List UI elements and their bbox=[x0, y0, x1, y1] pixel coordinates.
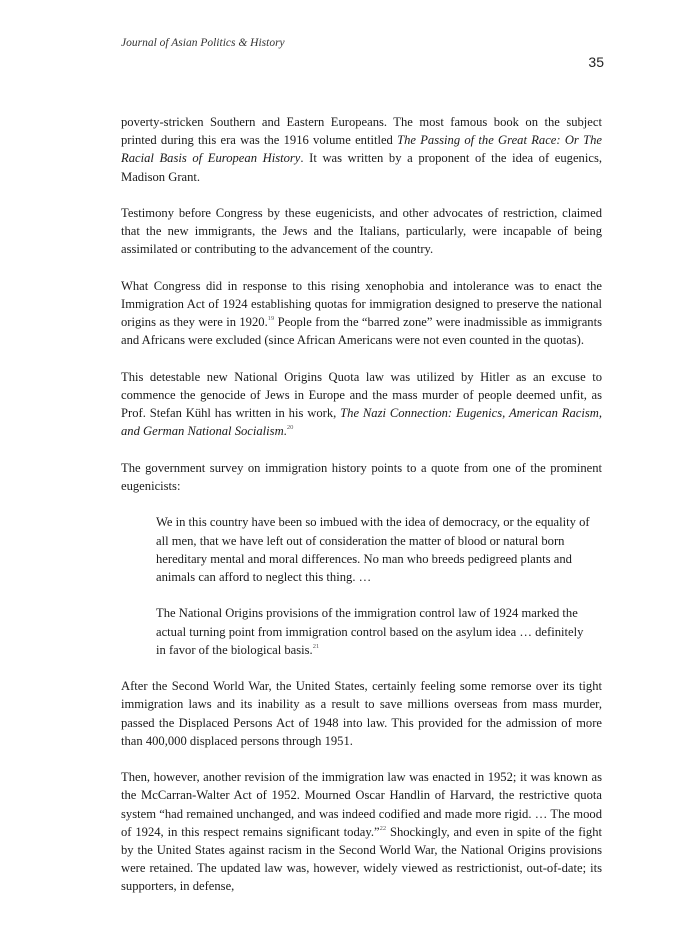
footnote-marker: 22 bbox=[379, 824, 387, 832]
paragraph-2 bbox=[121, 204, 602, 259]
footnote-marker: 20 bbox=[286, 424, 294, 432]
book-title: The Nazi Connection: Eugenics, American Racism, and German National Socialism bbox=[121, 406, 602, 439]
paragraph-1 bbox=[121, 113, 602, 186]
quote-text: We in this country have been so imbued with the idea of democracy, or the equality of all men, that we have left out of consideration the matter of blood or natural born hereditary mental and moral differences. No man who breeds pedigreed plants and animals can afford to neglect this thing. … bbox=[156, 515, 590, 584]
paragraph-text: People from the “barred zone” were inadmissible as immigrants and Africans were excluded (since African Americans were not even counted in the quotas). bbox=[121, 315, 602, 348]
block-quote-1 bbox=[121, 513, 602, 586]
paragraph-6 bbox=[121, 677, 602, 750]
paragraph-5 bbox=[121, 459, 602, 495]
paragraph-text: Then, however, another revision of the immigration law was enacted in 1952; it was known as the McCarran-Walter Act of 1952. Mourned Oscar Handlin of Harvard, the restrictive quota system “had remained unchanged, and was indeed codified and made more rigid. … The mood of 1924, in this respect remains significant today.” bbox=[121, 770, 602, 839]
paragraph-text: Shockingly, and even in spite of the fight by the United States against racism in the Second World War, the National Origins provisions were retained. The updated law was, however, widely viewed as restrictionist, out-of-date; its supporters, in defense, bbox=[121, 824, 602, 894]
paragraph-text: After the Second World War, the United States, certainly feeling some remorse over its tight immigration laws and its inability as a result to save millions overseas from mass murder, passed the Displaced Persons Act of 1948 into law. This provided for the admission of more than 400,000 displaced persons through 1951. bbox=[121, 679, 602, 748]
paragraph-text: . bbox=[283, 424, 287, 439]
body-text bbox=[121, 113, 602, 896]
running-head: Journal of Asian Politics & History bbox=[121, 37, 285, 49]
paragraph-4 bbox=[121, 368, 602, 441]
paragraph-text: This detestable new National Origins Quota law was utilized by Hitler as an excuse to commence the genocide of Jews in Europe and the mass murder of people deemed unfit, as Prof. Stefan Kühl has written in his work, bbox=[121, 369, 602, 421]
footnote-marker: 21 bbox=[312, 642, 320, 650]
paragraph-text: What Congress did in response to this rising xenophobia and intolerance was to enact the Immigration Act of 1924 establishing quotas for immigration designed to preserve the national origins as they were in 1920. bbox=[121, 278, 602, 330]
footnote-marker: 19 bbox=[267, 315, 275, 323]
paragraph-text: poverty-stricken Southern and Eastern Europeans. The most famous book on the subject printed during this era was the 1916 volume entitled bbox=[121, 115, 602, 148]
paragraph-text: Testimony before Congress by these eugenicists, and other advocates of restriction, claimed that the new immigrants, the Jews and the Italians, particularly, were incapable of being assimilated or contributing to the advancement of the country. bbox=[121, 206, 602, 257]
paragraph-7 bbox=[121, 768, 602, 895]
quote-text: The National Origins provisions of the immigration control law of 1924 marked the actual turning point from immigration control based on the asylum idea … definitely in favor of the biological basis. bbox=[156, 606, 584, 657]
book-title: The Passing of the Great Race: Or The Racial Basis of European History bbox=[121, 133, 602, 166]
page-number: 35 bbox=[588, 54, 604, 70]
block-quote-2 bbox=[121, 604, 602, 659]
paragraph-3 bbox=[121, 277, 602, 350]
paragraph-text: . It was written by a proponent of the idea of eugenics, Madison Grant. bbox=[121, 151, 602, 184]
paragraph-text: The government survey on immigration history points to a quote from one of the prominent eugenicists: bbox=[121, 460, 602, 493]
